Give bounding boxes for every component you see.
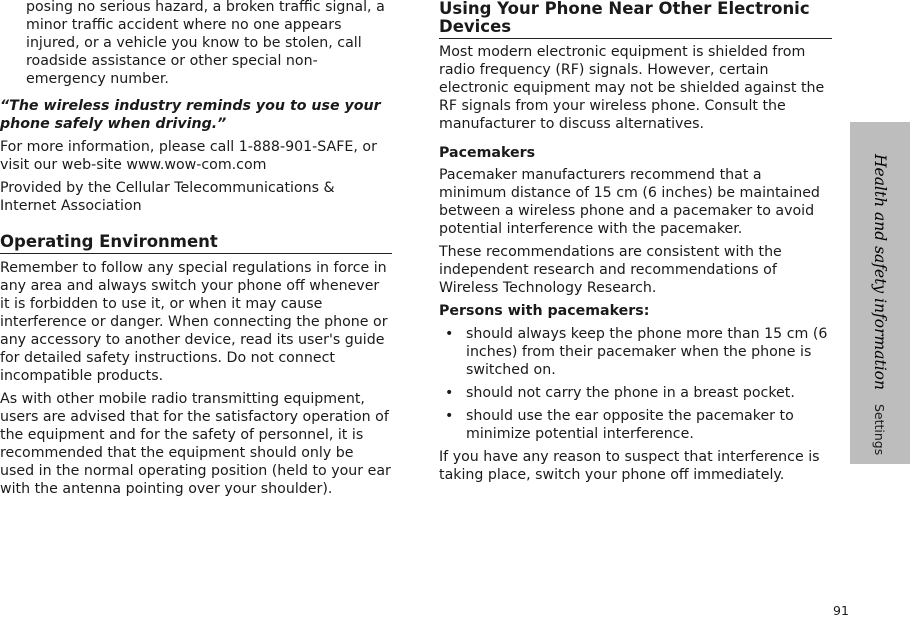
pacemakers-closing-paragraph: If you have any reason to suspect that interference is taking place, switch your phone off immediately.: [439, 449, 820, 483]
operating-environment-paragraph-2: As with other mobile radio transmitting equipment, users are advised that for the satisfactory operation of the equipment and for the safety of personnel, it is recommended that the equipment should only be used in the normal operating position (held to your ear with the antenna pointing over your shoulder).: [0, 391, 391, 497]
persons-with-pacemakers-heading: Persons with pacemakers:: [439, 303, 650, 319]
electronic-devices-intro: Most modern electronic equipment is shielded from radio frequency (RF) signals. However, certain electronic equipment may not be shielded against the RF signals from your wireless phone. Consult the manufacturer to discuss alternatives.: [439, 44, 825, 132]
bullet-icon: •: [445, 385, 454, 401]
pacemaker-bullet-list: [439, 325, 832, 443]
left-column: [0, 0, 392, 498]
pacemakers-heading: Pacemakers: [439, 145, 536, 161]
bullet-icon: •: [445, 326, 454, 342]
safety-quote: “The wireless industry reminds you to use your phone safely when driving.”: [0, 98, 381, 132]
list-item: [439, 325, 832, 379]
pacemakers-paragraph-2: These recommendations are consistent with the independent research and recommendations of Wireless Technology Research.: [439, 244, 782, 296]
operating-environment-heading: Operating Environment: [0, 233, 392, 254]
list-item: [439, 407, 832, 443]
right-column: [439, 0, 832, 484]
pacemakers-paragraph-1: Pacemaker manufacturers recommend that a minimum distance of 15 cm (6 inches) be maintained between a wireless phone and a pacemaker to avoid potential interference with the pacemaker.: [439, 167, 820, 237]
side-tab-subtitle: Settings: [872, 403, 888, 456]
section-side-tab: [850, 122, 910, 464]
continued-paragraph: posing no serious hazard, a broken traffic signal, a minor traffic accident where no one appears injured, or a vehicle you know to be stolen, call roadside assistance or other special non-emergency number.: [26, 0, 385, 87]
list-item-text: should always keep the phone more than 15 cm (6 inches) from their pacemaker when the phone is switched on.: [466, 326, 828, 378]
bullet-icon: •: [445, 408, 454, 424]
info-paragraph: For more information, please call 1-888-901-SAFE, or visit our web-site www.wow-com.com: [0, 139, 377, 173]
list-item-text: should not carry the phone in a breast pocket.: [466, 385, 795, 401]
list-item: [439, 384, 832, 402]
list-item-text: should use the ear opposite the pacemaker to minimize potential interference.: [466, 408, 794, 442]
electronic-devices-heading: Using Your Phone Near Other Electronic Devices: [439, 0, 832, 39]
operating-environment-paragraph-1: Remember to follow any special regulations in force in any area and always switch your phone off whenever it is forbidden to use it, or when it may cause interference or danger. When connecting the phone or any accessory to another device, read its user's guide for detailed safety instructions. Do not connect incompatible products.: [0, 260, 388, 384]
side-tab-title: Health and safety information: [871, 154, 889, 390]
provided-by-paragraph: Provided by the Cellular Telecommunications & Internet Association: [0, 180, 335, 214]
page-number: 91: [833, 603, 849, 618]
